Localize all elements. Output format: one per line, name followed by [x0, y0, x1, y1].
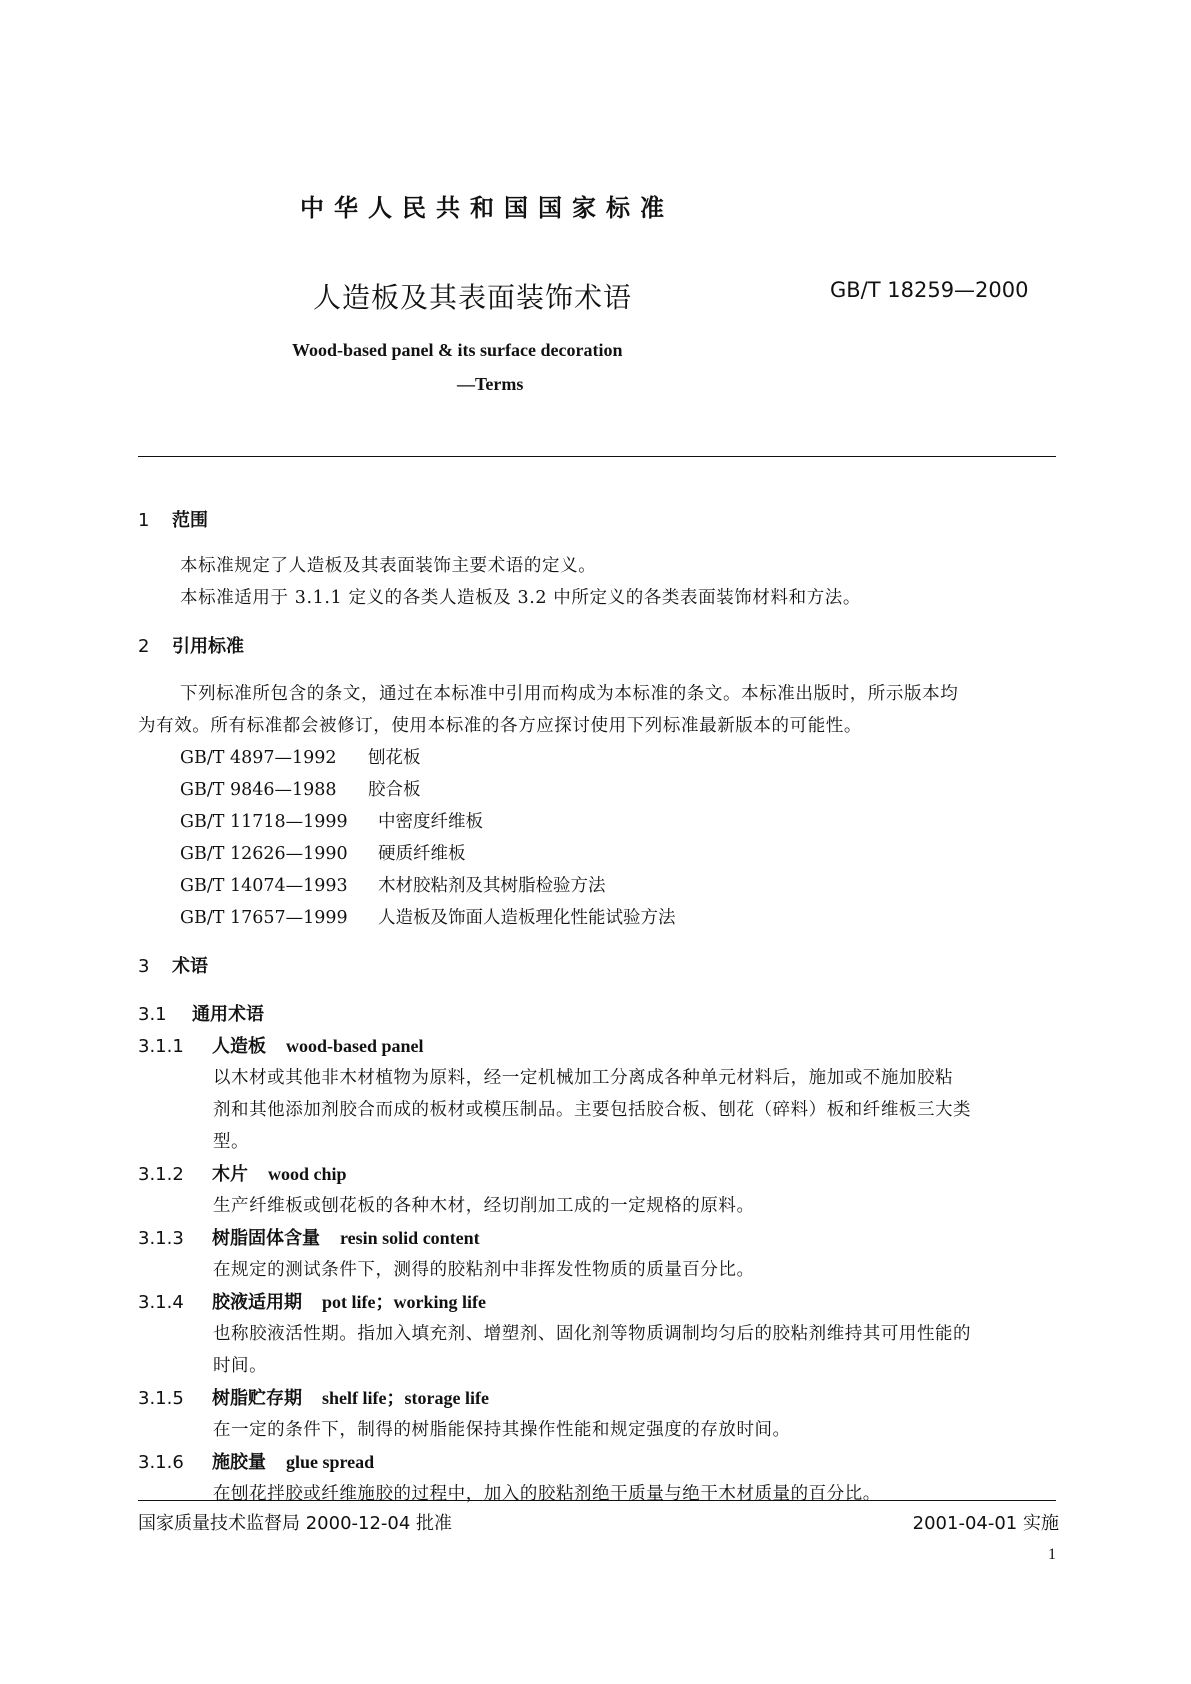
section-title: 引用标准 — [172, 636, 244, 657]
section-number: 1 — [138, 510, 150, 531]
term-definition-line: 在刨花拌胶或纤维施胶的过程中，加入的胶粘剂绝干质量与绝干木材质量的百分比。 — [213, 1484, 881, 1504]
reference-name: 人造板及饰面人造板理化性能试验方法 — [378, 908, 676, 928]
reference-name: 胶合板 — [368, 780, 421, 800]
reference-code: GB/T 12626—1990 — [180, 844, 348, 864]
section-2-paragraph-line-1: 下列标准所包含的条文，通过在本标准中引用而构成为本标准的条文。本标准出版时，所示版本均 — [180, 684, 959, 704]
section-2-paragraph-line-2: 为有效。所有标准都会被修订，使用本标准的各方应探讨使用下列标准最新版本的可能性。 — [138, 716, 862, 736]
term-heading — [138, 1032, 424, 1058]
term-number: 3.1.6 — [138, 1452, 184, 1473]
section-1-paragraph-1: 本标准规定了人造板及其表面装饰主要术语的定义。 — [180, 556, 597, 576]
document-title-en-subtitle: —Terms — [457, 374, 524, 394]
term-definition-line: 以木材或其他非木材植物为原料，经一定机械加工分离成各种单元材料后，施加或不施加胶粘 — [213, 1068, 954, 1088]
page-number: 1 — [1048, 1546, 1056, 1563]
reference-item — [180, 840, 466, 865]
reference-item — [180, 872, 606, 897]
term-name-en: resin solid content — [340, 1228, 480, 1248]
reference-item — [180, 808, 483, 833]
term-heading — [138, 1288, 486, 1314]
approval-statement: 国家质量技术监督局 2000-12-04 批准 — [138, 1513, 453, 1534]
section-title: 术语 — [172, 956, 208, 977]
term-name-en: shelf life；storage life — [322, 1388, 489, 1408]
reference-name: 木材胶粘剂及其树脂检验方法 — [378, 876, 606, 896]
reference-name: 刨花板 — [368, 748, 421, 768]
reference-code: GB/T 17657—1999 — [180, 908, 348, 928]
term-definition-line: 时间。 — [213, 1356, 268, 1376]
term-definition-line: 在规定的测试条件下，测得的胶粘剂中非挥发性物质的质量百分比。 — [213, 1260, 755, 1280]
term-name-cn: 树脂固体含量 — [212, 1228, 320, 1249]
term-number: 3.1.3 — [138, 1228, 184, 1249]
section-title: 范围 — [172, 510, 208, 531]
term-name-cn: 人造板 — [212, 1036, 266, 1057]
term-heading — [138, 1224, 480, 1250]
reference-code: GB/T 9846—1988 — [180, 780, 337, 800]
term-name-en: wood-based panel — [286, 1036, 424, 1056]
footer-divider — [138, 1500, 1056, 1501]
term-number: 3.1.1 — [138, 1036, 184, 1057]
term-heading — [138, 1384, 489, 1410]
reference-item — [180, 776, 421, 801]
term-heading — [138, 1448, 374, 1474]
standard-number: GB/T 18259—2000 — [830, 278, 1029, 302]
term-definition-line: 也称胶液活性期。指加入填充剂、增塑剂、固化剂等物质调制均匀后的胶粘剂维持其可用性能的 — [213, 1324, 972, 1344]
reference-name: 硬质纤维板 — [378, 844, 466, 864]
section-1-paragraph-2: 本标准适用于 3.1.1 定义的各类人造板及 3.2 中所定义的各类表面装饰材料和方法。 — [180, 588, 862, 608]
reference-name: 中密度纤维板 — [378, 812, 483, 832]
term-number: 3.1.4 — [138, 1292, 184, 1313]
header-divider — [138, 456, 1056, 457]
term-name-en: pot life；working life — [322, 1292, 486, 1312]
reference-code: GB/T 4897—1992 — [180, 748, 337, 768]
term-name-cn: 木片 — [212, 1164, 248, 1185]
term-name-cn: 胶液适用期 — [212, 1292, 302, 1313]
country-standard-heading: 中华人民共和国国家标准 — [300, 194, 674, 222]
reference-code: GB/T 11718—1999 — [180, 812, 348, 832]
section-number: 3 — [138, 956, 150, 977]
term-heading — [138, 1160, 347, 1186]
effective-date: 2001-04-01 实施 — [912, 1513, 1059, 1534]
section-2-heading — [138, 632, 244, 658]
term-definition-line: 剂和其他添加剂胶合而成的板材或模压制品。主要包括胶合板、刨花（碎料）板和纤维板三大类 — [213, 1100, 972, 1120]
term-name-cn: 树脂贮存期 — [212, 1388, 302, 1409]
reference-code: GB/T 14074—1993 — [180, 876, 348, 896]
subsection-title: 通用术语 — [192, 1004, 264, 1025]
subsection-number: 3.1 — [138, 1004, 167, 1025]
term-name-en: wood chip — [268, 1164, 347, 1184]
document-title-en: Wood-based panel & its surface decoration — [292, 340, 623, 360]
section-number: 2 — [138, 636, 150, 657]
reference-item — [180, 904, 676, 929]
term-name-en: glue spread — [286, 1452, 375, 1472]
section-3-heading — [138, 952, 208, 978]
term-number: 3.1.5 — [138, 1388, 184, 1409]
document-title-cn: 人造板及其表面装饰术语 — [313, 281, 633, 314]
term-definition-line: 在一定的条件下，制得的树脂能保持其操作性能和规定强度的存放时间。 — [213, 1420, 791, 1440]
term-definition-line: 型。 — [213, 1132, 250, 1152]
term-name-cn: 施胶量 — [212, 1452, 266, 1473]
term-number: 3.1.2 — [138, 1164, 184, 1185]
term-definition-line: 生产纤维板或刨花板的各种木材，经切削加工成的一定规格的原料。 — [213, 1196, 755, 1216]
section-1-heading — [138, 506, 208, 532]
reference-item — [180, 744, 421, 769]
subsection-3-1-heading — [138, 1000, 264, 1026]
